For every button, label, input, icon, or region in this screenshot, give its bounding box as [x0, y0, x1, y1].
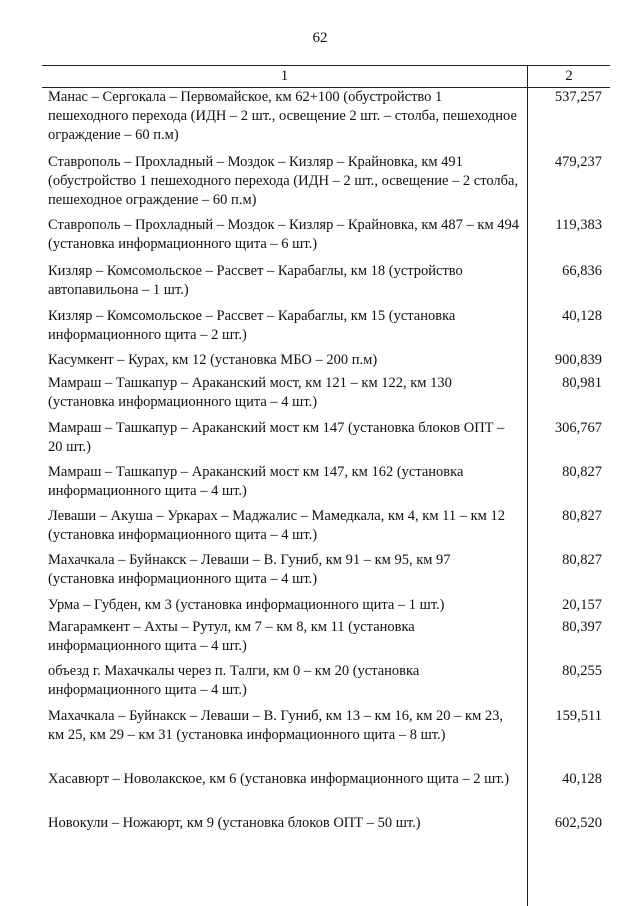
- row-value: 537,257: [554, 89, 602, 105]
- table-row: [42, 419, 610, 457]
- table-row: [42, 88, 610, 145]
- row-description: Махачкала – Буйнакск – Леваши – В. Гуниб, км 91 – км 95, км 97 (установка информационного щита – 4 шт.): [48, 552, 451, 587]
- row-value: 479,237: [554, 154, 602, 170]
- table-header-row: [42, 66, 610, 88]
- row-value: 602,520: [554, 815, 602, 831]
- table-row: [42, 551, 610, 589]
- row-value: 119,383: [555, 217, 602, 233]
- row-description: Мамраш – Ташкапур – Араканский мост км 147 (установка блоков ОПТ – 20 шт.): [48, 420, 505, 455]
- row-description: Касумкент – Курах, км 12 (установка МБО – 200 п.м): [48, 352, 378, 368]
- table-row: [42, 153, 610, 210]
- row-description: Урма – Губден, км 3 (установка информационного щита – 1 шт.): [48, 597, 445, 613]
- header-col-2: 2: [565, 68, 573, 84]
- row-value: 66,836: [562, 263, 602, 279]
- row-description: Кизляр – Комсомольское – Рассвет – Карабаглы, км 15 (установка информационного щита – 2 шт.): [48, 308, 456, 343]
- row-value: 306,767: [554, 420, 602, 436]
- row-description: Леваши – Акуша – Уркарах – Маджалис – Мамедкала, км 4, км 11 – км 12 (установка информационного щита – 4 шт.): [48, 508, 505, 543]
- table-row: [42, 507, 610, 545]
- row-description: Мамраш – Ташкапур – Араканский мост, км 121 – км 122, км 130 (установка информационного щита – 4 шт.): [48, 375, 452, 410]
- row-description: Новокули – Ножаюрт, км 9 (установка блоков ОПТ – 50 шт.): [48, 815, 421, 831]
- row-description: объезд г. Махачкалы через п. Талги, км 0 – км 20 (установка информационного щита – 4 шт.): [48, 663, 420, 698]
- table-row: [42, 262, 610, 300]
- row-value: 80,827: [562, 464, 602, 480]
- row-description: Ставрополь – Прохладный – Моздок – Кизляр – Крайновка, км 491 (обустройство 1 пешеходного перехода (ИДН – 2 шт., освещение – 2 столба, пешеходное ограждение – 60 п.м): [48, 154, 519, 208]
- row-value: 80,397: [562, 619, 602, 635]
- table-row: [42, 596, 610, 615]
- table-row: [42, 707, 610, 745]
- row-value: 40,128: [562, 308, 602, 324]
- row-value: 40,128: [562, 771, 602, 787]
- row-value: 159,511: [555, 708, 602, 724]
- row-value: 80,827: [562, 508, 602, 524]
- page-number: 62: [312, 30, 328, 46]
- row-value: 80,827: [562, 552, 602, 568]
- row-description: Манас – Сергокала – Первомайское, км 62+100 (обустройство 1 пешеходного перехода (ИДН – 2 шт., освещение 2 шт. – столба, пешеходное ограждение – 60 п.м): [48, 89, 517, 143]
- table-row: [42, 662, 610, 700]
- row-description: Кизляр – Комсомольское – Рассвет – Карабаглы, км 18 (устройство автопавильона – 1 шт.): [48, 263, 463, 298]
- table-row: [42, 307, 610, 345]
- row-value: 20,157: [562, 597, 602, 613]
- row-value: 80,981: [562, 375, 602, 391]
- row-description: Мамраш – Ташкапур – Араканский мост км 147, км 162 (установка информационного щита – 4 шт.): [48, 464, 464, 499]
- header-col-1: 1: [42, 66, 528, 87]
- row-description: Ставрополь – Прохладный – Моздок – Кизляр – Крайновка, км 487 – км 494 (установка информационного щита – 6 шт.): [48, 217, 520, 252]
- row-value: 80,255: [562, 663, 602, 679]
- table-row: [42, 216, 610, 254]
- row-value: 900,839: [554, 352, 602, 368]
- works-table: [42, 65, 610, 831]
- table-row: [42, 374, 610, 412]
- row-description: Магарамкент – Ахты – Рутул, км 7 – км 8, км 11 (установка информационного щита – 4 шт.): [48, 619, 415, 654]
- table-row: [42, 618, 610, 656]
- table-row: [42, 770, 610, 789]
- table-row: [42, 351, 610, 370]
- row-description: Махачкала – Буйнакск – Леваши – В. Гуниб, км 13 – км 16, км 20 – км 23, км 25, км 29 – км 31 (установка информационного щита – 8 шт.): [48, 708, 504, 743]
- table-row: [42, 463, 610, 501]
- row-description: Хасавюрт – Новолакское, км 6 (установка информационного щита – 2 шт.): [48, 771, 510, 787]
- table-row: [42, 814, 610, 833]
